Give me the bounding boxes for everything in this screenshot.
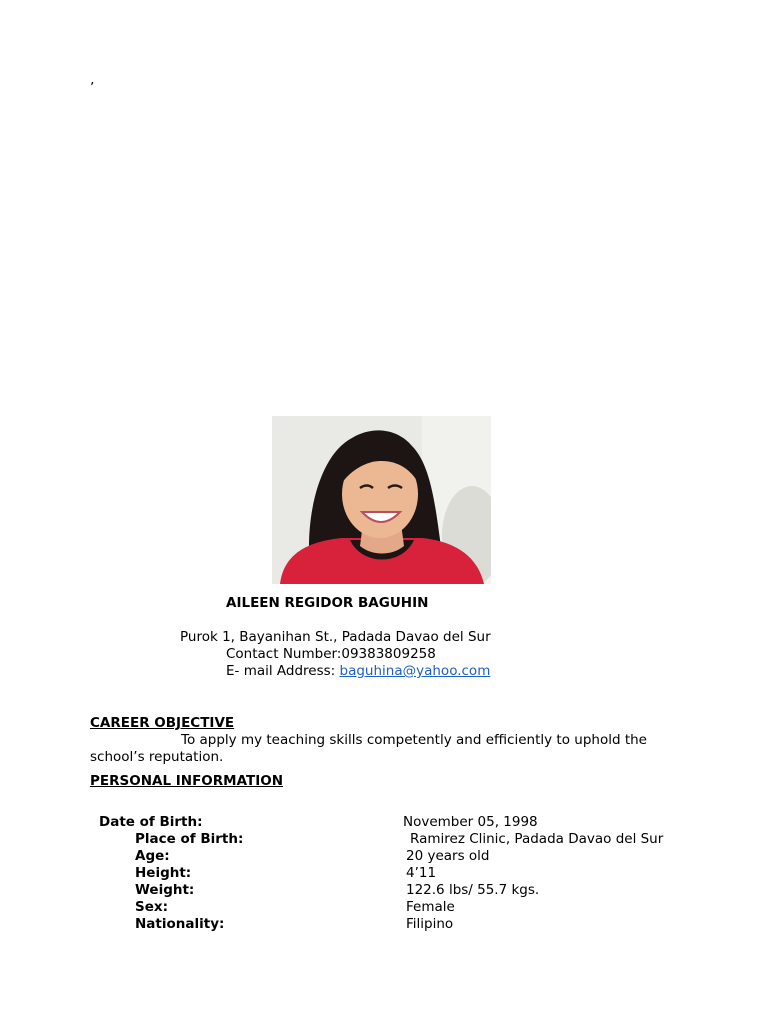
dob-label: Date of Birth: [99,814,203,830]
height-label: Height: [135,865,192,881]
pob-value: Ramirez Clinic, Padada Davao del Sur [410,831,664,847]
dob-value: November 05, 1998 [403,814,538,830]
address: Purok 1, Bayanihan St., Padada Davao del Sur [180,629,491,645]
nationality-value: Filipino [406,916,454,932]
career-objective-body: To apply my teaching skills competently and efficiently to uphold the school’s reputation. [90,732,647,765]
age-label: Age: [135,848,170,864]
full-name: AILEEN REGIDOR BAGUHIN [226,595,429,611]
nationality-label: Nationality: [135,916,225,932]
age-value: 20 years old [406,848,490,864]
personal-information-heading: PERSONAL INFORMATION [90,773,284,789]
portrait-photo [272,416,491,584]
email-label: E- mail Address: [226,663,340,679]
sex-label: Sex: [135,899,168,915]
career-objective-heading: CAREER OBJECTIVE [90,715,235,731]
weight-label: Weight: [135,882,195,898]
career-objective-text [90,732,690,766]
email-line [226,663,490,680]
stray-mark: ’ [90,80,95,96]
pob-label: Place of Birth: [135,831,244,847]
weight-value: 122.6 lbs/ 55.7 kgs. [406,882,540,898]
height-value: 4’11 [406,865,437,881]
sex-value: Female [406,899,455,915]
email-link[interactable]: baguhina@yahoo.com [339,663,491,679]
contact-number: Contact Number:09383809258 [226,646,436,662]
